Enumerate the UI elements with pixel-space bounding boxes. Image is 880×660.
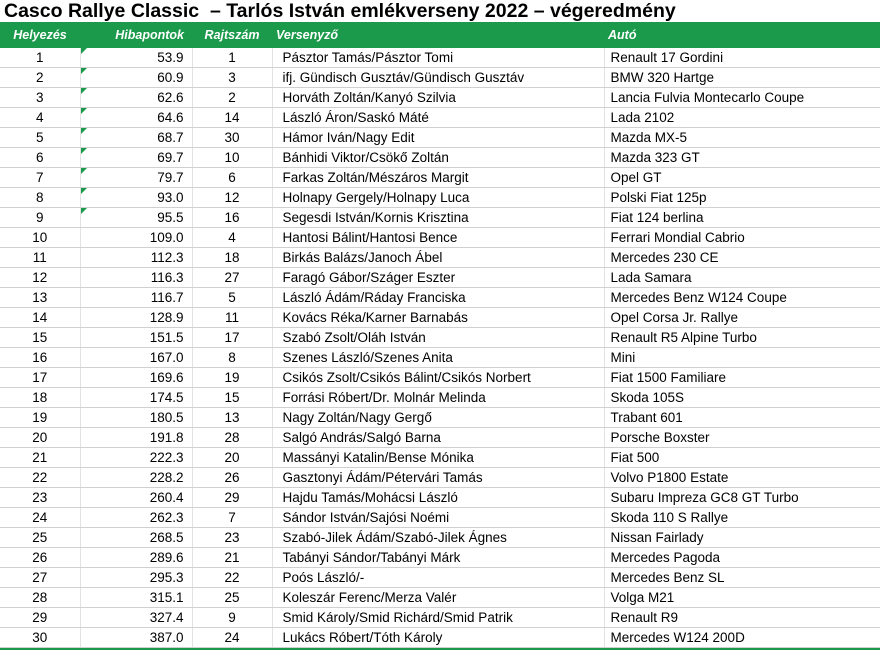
position-cell[interactable]: 12: [0, 268, 80, 288]
driver-cell[interactable]: Salgó András/Salgó Barna: [272, 428, 604, 448]
car-cell[interactable]: Mercedes 230 CE: [604, 248, 880, 268]
start-number-cell[interactable]: 19: [192, 368, 272, 388]
penalty-points-cell[interactable]: 116.7: [80, 288, 192, 308]
start-number-cell[interactable]: 21: [192, 548, 272, 568]
comment-indicator-icon[interactable]: [81, 48, 87, 54]
penalty-points-cell[interactable]: 112.3: [80, 248, 192, 268]
start-number-cell[interactable]: 9: [192, 608, 272, 628]
penalty-points-cell[interactable]: 295.3: [80, 568, 192, 588]
header-penalty-points[interactable]: Hibapontok: [80, 22, 192, 48]
start-number-cell[interactable]: 23: [192, 528, 272, 548]
driver-cell[interactable]: Holnapy Gergely/Holnapy Luca: [272, 188, 604, 208]
position-cell[interactable]: 10: [0, 228, 80, 248]
comment-indicator-icon[interactable]: [81, 208, 87, 214]
table-row[interactable]: [0, 368, 880, 388]
penalty-points-cell[interactable]: 289.6: [80, 548, 192, 568]
comment-indicator-icon[interactable]: [81, 128, 87, 134]
driver-cell[interactable]: László Áron/Saskó Máté: [272, 108, 604, 128]
penalty-points-cell[interactable]: 109.0: [80, 228, 192, 248]
start-number-cell[interactable]: 16: [192, 208, 272, 228]
table-row[interactable]: [0, 148, 880, 168]
start-number-cell[interactable]: 10: [192, 148, 272, 168]
penalty-points-cell[interactable]: 68.7: [80, 128, 192, 148]
car-cell[interactable]: Skoda 110 S Rallye: [604, 508, 880, 528]
driver-cell[interactable]: Birkás Balázs/Janoch Ábel: [272, 248, 604, 268]
car-cell[interactable]: Porsche Boxster: [604, 428, 880, 448]
position-cell[interactable]: 8: [0, 188, 80, 208]
penalty-points-cell[interactable]: 167.0: [80, 348, 192, 368]
position-cell[interactable]: 6: [0, 148, 80, 168]
penalty-points-cell[interactable]: 64.6: [80, 108, 192, 128]
penalty-points-cell[interactable]: 174.5: [80, 388, 192, 408]
start-number-cell[interactable]: 25: [192, 588, 272, 608]
table-row[interactable]: [0, 208, 880, 228]
penalty-points-cell[interactable]: 260.4: [80, 488, 192, 508]
table-row[interactable]: [0, 348, 880, 368]
driver-cell[interactable]: Lukács Róbert/Tóth Károly: [272, 628, 604, 648]
comment-indicator-icon[interactable]: [81, 148, 87, 154]
car-cell[interactable]: Fiat 500: [604, 448, 880, 468]
table-row[interactable]: [0, 588, 880, 608]
driver-cell[interactable]: ifj. Gündisch Gusztáv/Gündisch Gusztáv: [272, 68, 604, 88]
table-row[interactable]: [0, 188, 880, 208]
table-row[interactable]: [0, 268, 880, 288]
table-row[interactable]: [0, 168, 880, 188]
position-cell[interactable]: 17: [0, 368, 80, 388]
driver-cell[interactable]: Faragó Gábor/Száger Eszter: [272, 268, 604, 288]
car-cell[interactable]: Mazda MX-5: [604, 128, 880, 148]
penalty-points-cell[interactable]: 327.4: [80, 608, 192, 628]
header-driver[interactable]: Versenyző: [272, 22, 604, 48]
position-cell[interactable]: 20: [0, 428, 80, 448]
table-row[interactable]: [0, 108, 880, 128]
start-number-cell[interactable]: 12: [192, 188, 272, 208]
penalty-points-cell[interactable]: 180.5: [80, 408, 192, 428]
position-cell[interactable]: 15: [0, 328, 80, 348]
driver-cell[interactable]: Kovács Réka/Karner Barnabás: [272, 308, 604, 328]
start-number-cell[interactable]: 7: [192, 508, 272, 528]
comment-indicator-icon[interactable]: [81, 68, 87, 74]
table-row[interactable]: [0, 568, 880, 588]
driver-cell[interactable]: Horváth Zoltán/Kanyó Szilvia: [272, 88, 604, 108]
driver-cell[interactable]: László Ádám/Ráday Franciska: [272, 288, 604, 308]
start-number-cell[interactable]: 14: [192, 108, 272, 128]
start-number-cell[interactable]: 8: [192, 348, 272, 368]
start-number-cell[interactable]: 30: [192, 128, 272, 148]
car-cell[interactable]: Renault R5 Alpine Turbo: [604, 328, 880, 348]
position-cell[interactable]: 27: [0, 568, 80, 588]
car-cell[interactable]: Mercedes W124 200D: [604, 628, 880, 648]
penalty-points-cell[interactable]: 116.3: [80, 268, 192, 288]
table-row[interactable]: [0, 328, 880, 348]
car-cell[interactable]: Lancia Fulvia Montecarlo Coupe: [604, 88, 880, 108]
start-number-cell[interactable]: 15: [192, 388, 272, 408]
position-cell[interactable]: 2: [0, 68, 80, 88]
driver-cell[interactable]: Koleszár Ferenc/Merza Valér: [272, 588, 604, 608]
position-cell[interactable]: 18: [0, 388, 80, 408]
position-cell[interactable]: 5: [0, 128, 80, 148]
table-row[interactable]: [0, 488, 880, 508]
position-cell[interactable]: 3: [0, 88, 80, 108]
table-row[interactable]: [0, 548, 880, 568]
car-cell[interactable]: Mazda 323 GT: [604, 148, 880, 168]
penalty-points-cell[interactable]: 53.9: [80, 48, 192, 68]
driver-cell[interactable]: Tabányi Sándor/Tabányi Márk: [272, 548, 604, 568]
table-row[interactable]: [0, 388, 880, 408]
header-row: [0, 22, 880, 48]
comment-indicator-icon[interactable]: [81, 168, 87, 174]
header-position[interactable]: Helyezés: [0, 22, 80, 48]
table-row[interactable]: [0, 508, 880, 528]
position-cell[interactable]: 13: [0, 288, 80, 308]
table-row[interactable]: [0, 308, 880, 328]
table-row[interactable]: [0, 468, 880, 488]
start-number-cell[interactable]: 11: [192, 308, 272, 328]
car-cell[interactable]: Opel GT: [604, 168, 880, 188]
table-row[interactable]: [0, 228, 880, 248]
table-row[interactable]: [0, 428, 880, 448]
start-number-cell[interactable]: 27: [192, 268, 272, 288]
driver-cell[interactable]: Pásztor Tamás/Pásztor Tomi: [272, 48, 604, 68]
driver-cell[interactable]: Hantosi Bálint/Hantosi Bence: [272, 228, 604, 248]
driver-cell[interactable]: Segesdi István/Kornis Krisztina: [272, 208, 604, 228]
car-cell[interactable]: Fiat 124 berlina: [604, 208, 880, 228]
start-number-cell[interactable]: 24: [192, 628, 272, 648]
page-title: Casco Rallye Classic – Tarlós István emlékverseny 2022 – végeredmény: [4, 0, 676, 22]
driver-cell[interactable]: Gasztonyi Ádám/Pétervári Tamás: [272, 468, 604, 488]
comment-indicator-icon[interactable]: [81, 108, 87, 114]
driver-cell[interactable]: Szenes László/Szenes Anita: [272, 348, 604, 368]
position-cell[interactable]: 28: [0, 588, 80, 608]
car-cell[interactable]: Mercedes Benz SL: [604, 568, 880, 588]
penalty-points-cell[interactable]: 93.0: [80, 188, 192, 208]
position-cell[interactable]: 19: [0, 408, 80, 428]
driver-cell[interactable]: Bánhidi Viktor/Csökő Zoltán: [272, 148, 604, 168]
table-row[interactable]: [0, 68, 880, 88]
start-number-cell[interactable]: 3: [192, 68, 272, 88]
car-cell[interactable]: Mercedes Benz W124 Coupe: [604, 288, 880, 308]
position-cell[interactable]: 7: [0, 168, 80, 188]
penalty-points-cell[interactable]: 191.8: [80, 428, 192, 448]
penalty-points-cell[interactable]: 79.7: [80, 168, 192, 188]
start-number-cell[interactable]: 6: [192, 168, 272, 188]
driver-cell[interactable]: Smid Károly/Smid Richárd/Smid Patrik: [272, 608, 604, 628]
position-cell[interactable]: 21: [0, 448, 80, 468]
car-cell[interactable]: Lada 2102: [604, 108, 880, 128]
header-start-number[interactable]: Rajtszám: [192, 22, 272, 48]
penalty-points-cell[interactable]: 262.3: [80, 508, 192, 528]
position-cell[interactable]: 4: [0, 108, 80, 128]
table-row[interactable]: [0, 628, 880, 648]
car-cell[interactable]: Polski Fiat 125p: [604, 188, 880, 208]
start-number-cell[interactable]: 13: [192, 408, 272, 428]
car-cell[interactable]: Fiat 1500 Familiare: [604, 368, 880, 388]
position-cell[interactable]: 1: [0, 48, 80, 68]
driver-cell[interactable]: Hámor Iván/Nagy Edit: [272, 128, 604, 148]
penalty-points-cell[interactable]: 169.6: [80, 368, 192, 388]
penalty-points-cell[interactable]: 151.5: [80, 328, 192, 348]
position-cell[interactable]: 29: [0, 608, 80, 628]
start-number-cell[interactable]: 17: [192, 328, 272, 348]
comment-indicator-icon[interactable]: [81, 88, 87, 94]
penalty-points-cell[interactable]: 222.3: [80, 448, 192, 468]
car-cell[interactable]: Volvo P1800 Estate: [604, 468, 880, 488]
driver-cell[interactable]: Szabó-Jilek Ádám/Szabó-Jilek Ágnes: [272, 528, 604, 548]
table-row[interactable]: [0, 608, 880, 628]
start-number-cell[interactable]: 4: [192, 228, 272, 248]
car-cell[interactable]: Mini: [604, 348, 880, 368]
penalty-points-cell[interactable]: 387.0: [80, 628, 192, 648]
car-cell[interactable]: BMW 320 Hartge: [604, 68, 880, 88]
driver-cell[interactable]: Szabó Zsolt/Oláh István: [272, 328, 604, 348]
header-car[interactable]: Autó: [604, 22, 880, 48]
table-row[interactable]: [0, 288, 880, 308]
penalty-points-cell[interactable]: 268.5: [80, 528, 192, 548]
position-cell[interactable]: 16: [0, 348, 80, 368]
start-number-cell[interactable]: 26: [192, 468, 272, 488]
comment-indicator-icon[interactable]: [81, 188, 87, 194]
penalty-points-cell[interactable]: 128.9: [80, 308, 192, 328]
position-cell[interactable]: 23: [0, 488, 80, 508]
position-cell[interactable]: 25: [0, 528, 80, 548]
driver-cell[interactable]: Sándor István/Sajósi Noémi: [272, 508, 604, 528]
penalty-points-cell[interactable]: 69.7: [80, 148, 192, 168]
position-cell[interactable]: 30: [0, 628, 80, 648]
start-number-cell[interactable]: 28: [192, 428, 272, 448]
position-cell[interactable]: 22: [0, 468, 80, 488]
car-cell[interactable]: Lada Samara: [604, 268, 880, 288]
car-cell[interactable]: Nissan Fairlady: [604, 528, 880, 548]
driver-cell[interactable]: Massányi Katalin/Bense Mónika: [272, 448, 604, 468]
driver-cell[interactable]: Farkas Zoltán/Mészáros Margit: [272, 168, 604, 188]
table-row[interactable]: [0, 248, 880, 268]
car-cell[interactable]: Skoda 105S: [604, 388, 880, 408]
penalty-points-cell[interactable]: 315.1: [80, 588, 192, 608]
results-table: [0, 22, 880, 648]
results-body: [0, 48, 880, 648]
table-row[interactable]: [0, 128, 880, 148]
car-cell[interactable]: Mercedes Pagoda: [604, 548, 880, 568]
penalty-points-cell[interactable]: 95.5: [80, 208, 192, 228]
start-number-cell[interactable]: 2: [192, 88, 272, 108]
car-cell[interactable]: Volga M21: [604, 588, 880, 608]
position-cell[interactable]: 14: [0, 308, 80, 328]
car-cell[interactable]: Subaru Impreza GC8 GT Turbo: [604, 488, 880, 508]
car-cell[interactable]: Opel Corsa Jr. Rallye: [604, 308, 880, 328]
penalty-points-cell[interactable]: 228.2: [80, 468, 192, 488]
start-number-cell[interactable]: 1: [192, 48, 272, 68]
driver-cell[interactable]: Forrási Róbert/Dr. Molnár Melinda: [272, 388, 604, 408]
penalty-points-cell[interactable]: 62.6: [80, 88, 192, 108]
driver-cell[interactable]: Csikós Zsolt/Csikós Bálint/Csikós Norbert: [272, 368, 604, 388]
table-row[interactable]: [0, 88, 880, 108]
driver-cell[interactable]: Nagy Zoltán/Nagy Gergő: [272, 408, 604, 428]
driver-cell[interactable]: Poós László/-: [272, 568, 604, 588]
start-number-cell[interactable]: 22: [192, 568, 272, 588]
start-number-cell[interactable]: 18: [192, 248, 272, 268]
car-cell[interactable]: Trabant 601: [604, 408, 880, 428]
car-cell[interactable]: Renault 17 Gordini: [604, 48, 880, 68]
start-number-cell[interactable]: 5: [192, 288, 272, 308]
position-cell[interactable]: 11: [0, 248, 80, 268]
table-row[interactable]: [0, 528, 880, 548]
car-cell[interactable]: Ferrari Mondial Cabrio: [604, 228, 880, 248]
start-number-cell[interactable]: 20: [192, 448, 272, 468]
penalty-points-cell[interactable]: 60.9: [80, 68, 192, 88]
position-cell[interactable]: 9: [0, 208, 80, 228]
table-row[interactable]: [0, 408, 880, 428]
table-row[interactable]: [0, 448, 880, 468]
car-cell[interactable]: Renault R9: [604, 608, 880, 628]
start-number-cell[interactable]: 29: [192, 488, 272, 508]
table-bottom-border: [0, 648, 880, 650]
driver-cell[interactable]: Hajdu Tamás/Mohácsi László: [272, 488, 604, 508]
position-cell[interactable]: 24: [0, 508, 80, 528]
position-cell[interactable]: 26: [0, 548, 80, 568]
table-row[interactable]: [0, 48, 880, 68]
